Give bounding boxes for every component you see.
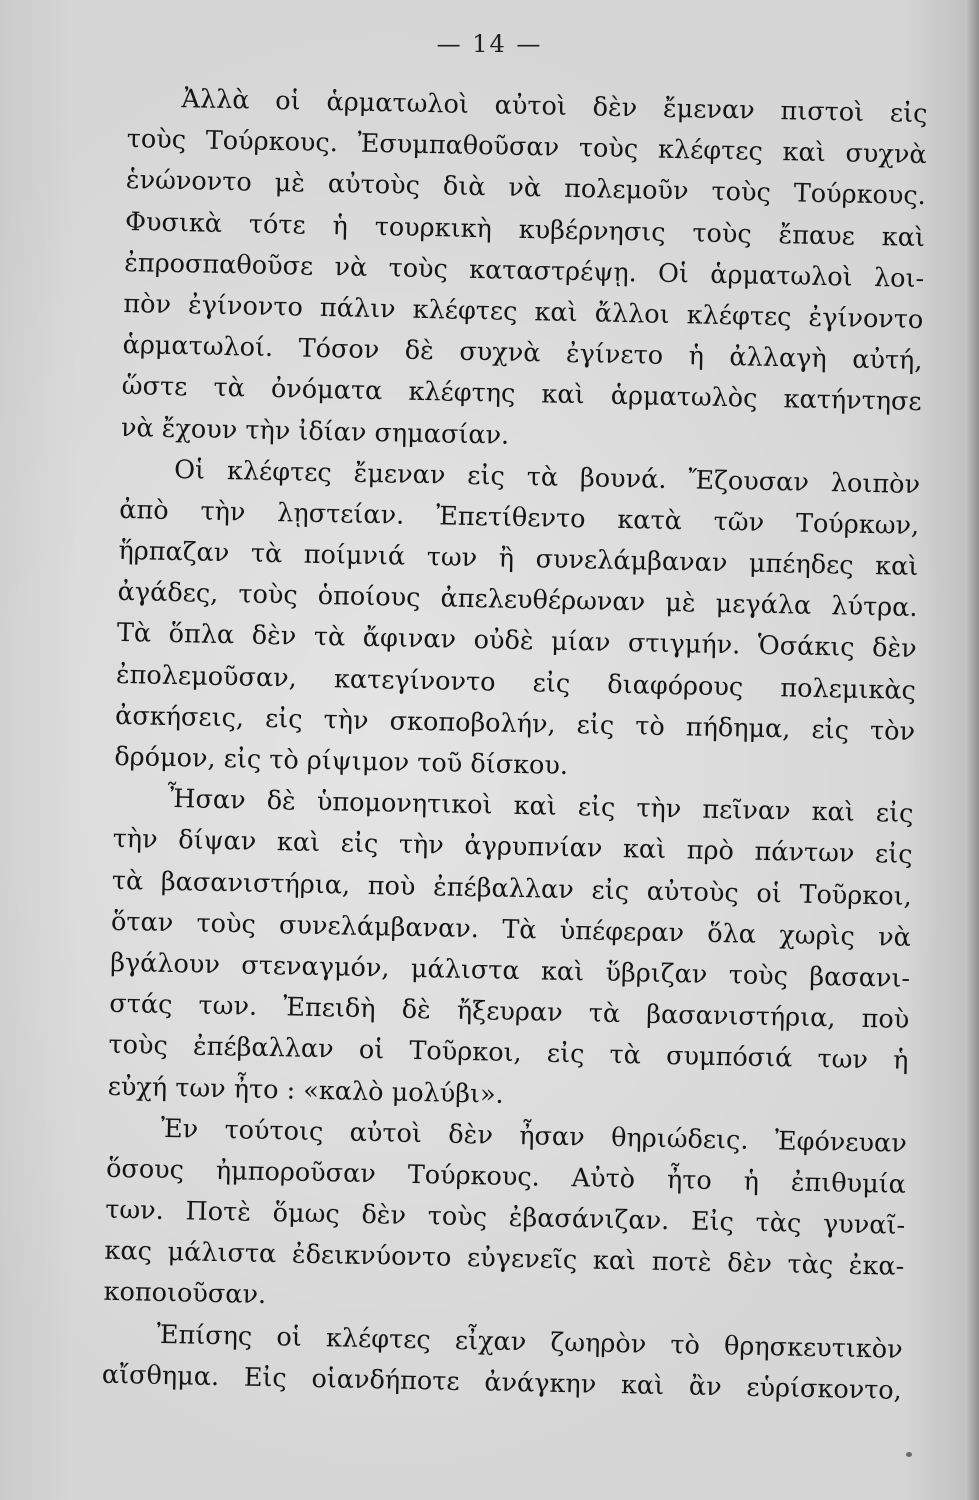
text-line: ἐπολεμοῦσαν, κατεγίνοντο εἰς διαφόρους πολεμικὰς xyxy=(115,659,917,706)
text-line: ὅσους ἠμποροῦσαν Τούρκους. Αὐτὸ ἦτο ἡ ἐπιθυμία xyxy=(105,1153,907,1200)
body-text xyxy=(102,78,928,1412)
text-line: εὐχή των ἦτο : «καλὸ μολύβι». xyxy=(107,1071,504,1110)
page-edge-shadow xyxy=(965,0,979,1500)
text-line: νὰ ἔχουν τὴν ἰδίαν σημασίαν. xyxy=(120,412,510,451)
paper-speck xyxy=(906,1452,912,1457)
text-line: ἁρματωλοί. Τόσον δὲ συχνὰ ἐγίνετο ἡ ἀλλαγὴ αὐτή, xyxy=(122,330,923,377)
text-line: ὅταν τοὺς συνελάμβαναν. Τὰ ὑπέφεραν ὅλα χωρὶς νὰ xyxy=(110,906,912,953)
text-line: Φυσικὰ τότε ἡ τουρκικὴ κυβέρνησις τοὺς ἔπαυε καὶ xyxy=(124,206,926,253)
text-line: τοὺς Τούρκους. Ἐσυμπαθοῦσαν τοὺς κλέφτες καὶ συχνὰ xyxy=(126,124,927,171)
text-line: Ἐπίσης οἱ κλέφτες εἶχαν ζωηρὸν τὸ θρησκευτικὸν xyxy=(156,1319,903,1365)
text-line: ἀσκήσεις, εἰς τὴν σκοποβολήν, εἰς τὸ πήδημα, εἰς τὸν xyxy=(114,700,916,747)
text-line: Οἱ κλέφτες ἔμεναν εἰς τὰ βουνά. Ἔζουσαν λοιπὸν xyxy=(173,454,921,500)
text-line: Ἀλλὰ οἱ ἁρματωλοὶ αὐτοὶ δὲν ἔμεναν πιστοὶ εἰς xyxy=(181,84,928,130)
text-line: κοποιοῦσαν. xyxy=(103,1277,267,1311)
text-line: τοὺς ἐπέβαλλαν οἱ Τοῦρκοι, εἰς τὰ συμπόσιά των ἡ xyxy=(108,1030,909,1077)
text-line: Ἐν τούτοις αὐτοὶ δὲν ἦσαν θηριώδεις. Ἐφόνευαν xyxy=(160,1113,908,1159)
text-line: ἑνώνοντο μὲ αὐτοὺς διὰ νὰ πολεμοῦν τοὺς Τούρκους. xyxy=(125,165,927,212)
text-line: ἀπὸ τὴν λῃστείαν. Ἐπετίθεντο κατὰ τῶν Τούρκων, xyxy=(119,494,920,541)
text-line: κας μάλιστα ἐδεικνύοντο εὐγενεῖς καὶ ποτὲ δὲν τὰς ἐκα- xyxy=(104,1236,905,1283)
text-line: ἀγάδες, τοὺς ὁποίους ἀπελευθέρωναν μὲ μεγάλα λύτρα. xyxy=(117,577,918,624)
page-number: — 14 — xyxy=(436,30,543,58)
text-line: βγάλουν στεναγμόν, μάλιστα καὶ ὕβριζαν τοὺς βασανι- xyxy=(109,947,911,994)
text-line: δρόμον, εἰς τὸ ρίψιμον τοῦ δίσκου. xyxy=(114,741,569,781)
text-line: ἥρπαζαν τὰ ποίμνιά των ἢ συνελάμβαναν μπέηδες καὶ xyxy=(118,535,919,583)
text-line: στάς των. Ἐπειδὴ δὲ ἤξευραν τὰ βασανιστήρια, ποὺ xyxy=(109,988,910,1035)
text-line: ἐπροσπαθοῦσε νὰ τοὺς καταστρέψῃ. Οἱ ἁρματωλοὶ λοι- xyxy=(123,247,925,294)
text-line: αἴσθημα. Εἰς οἱανδήποτε ἀνάγκην καὶ ἂν εὑρίσκοντο, xyxy=(101,1359,903,1406)
text-line: ὥστε τὰ ὀνόματα κλέφτης καὶ ἁρματωλὸς κατήντησε xyxy=(121,371,922,418)
text-line: Ἦσαν δὲ ὑπομονητικοὶ καὶ εἰς τὴν πεῖναν καὶ εἰς xyxy=(167,784,914,830)
text-line: των. Ποτὲ ὅμως δὲν τοὺς ἐβασάνιζαν. Εἰς τὰς γυναῖ- xyxy=(104,1194,906,1241)
text-line: τὴν δίψαν καὶ εἰς τὴν ἀγρυπνίαν καὶ πρὸ πάντων εἰς xyxy=(112,824,913,871)
text-line: πὸν ἐγίνοντο πάλιν κλέφτες καὶ ἄλλοι κλέφτες ἐγίνοντο xyxy=(123,288,924,335)
text-line: Τὰ ὅπλα δὲν τὰ ἄφιναν οὐδὲ μίαν στιγμήν. Ὁσάκις δὲν xyxy=(116,618,917,665)
text-line: τὰ βασανιστήρια, ποὺ ἐπέβαλλαν εἰς αὐτοὺς οἱ Τοῦρκοι, xyxy=(111,865,913,912)
